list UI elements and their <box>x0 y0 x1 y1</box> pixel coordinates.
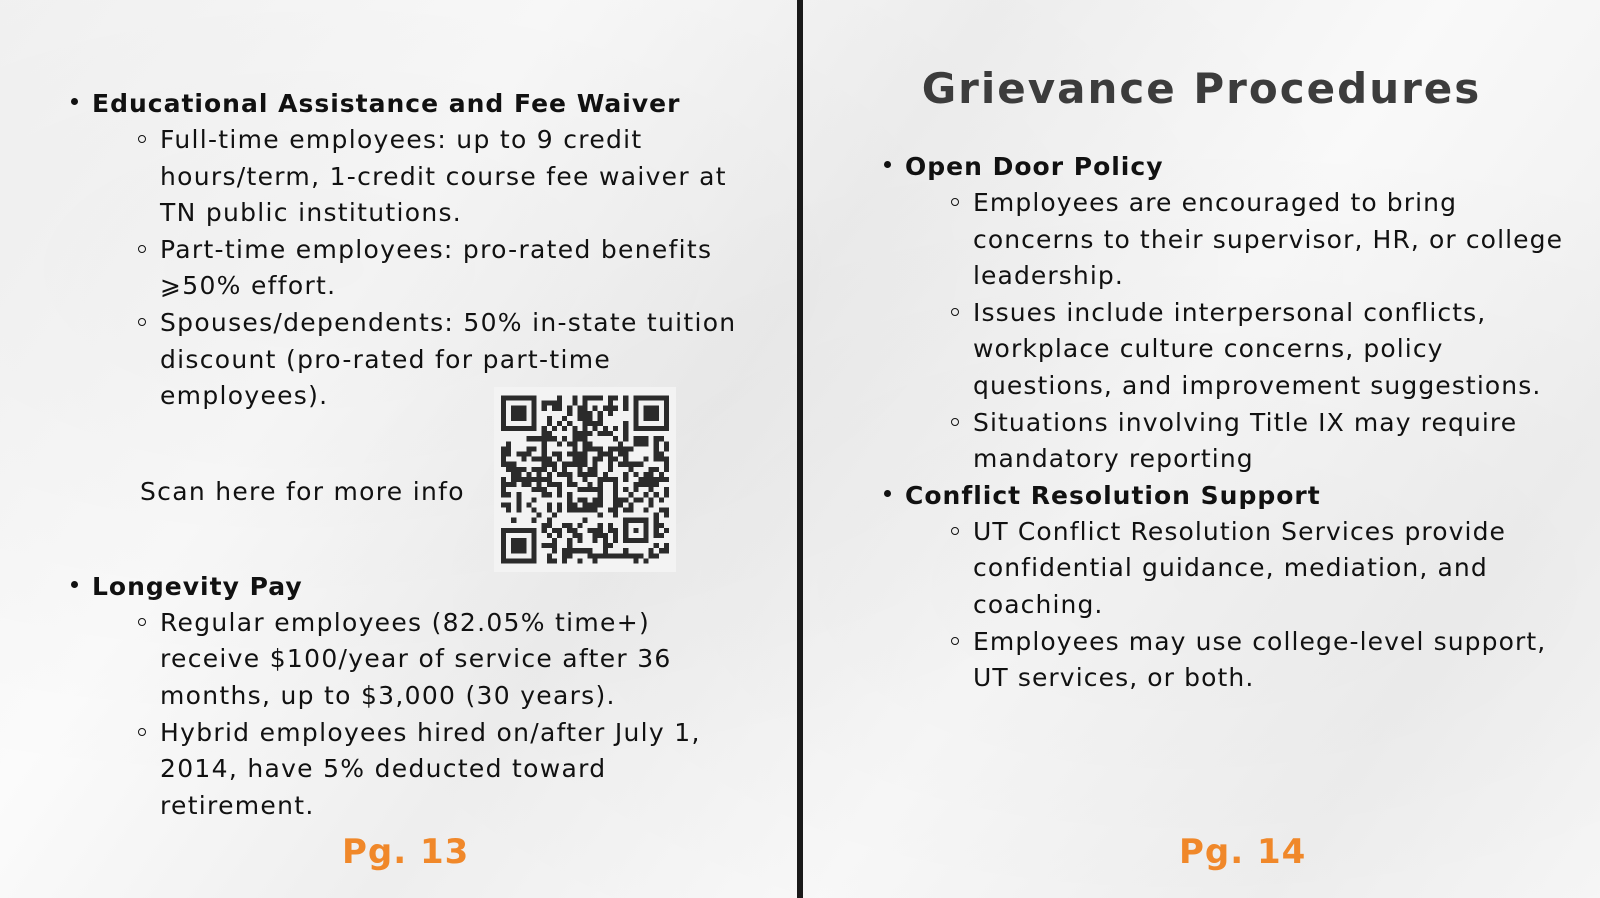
list-item: Employees may use college-level support, UT services, or both. <box>951 624 1581 697</box>
list-item: Issues include interpersonal conflicts, workplace culture concerns, policy questions, and improvement suggestions. <box>951 295 1581 405</box>
qr-code-graphic <box>501 394 669 565</box>
list-item: Hybrid employees hired on/after July 1, 2014, have 5% deducted toward retirement. <box>138 715 758 825</box>
section-heading: Conflict Resolution Support <box>905 480 1321 510</box>
section-educational-assistance <box>68 86 758 415</box>
list-item: Full-time employees: up to 9 credit hours/term, 1-credit course fee waiver at TN public institutions. <box>138 122 758 232</box>
section-heading: Open Door Policy <box>905 152 1164 181</box>
right-section-list <box>881 149 1581 697</box>
section-longevity-pay <box>68 569 758 825</box>
right-page <box>803 0 1600 898</box>
section-conflict-resolution <box>881 478 1581 697</box>
page-number: Pg. 13 <box>342 832 470 872</box>
scan-text: Scan here for more info <box>140 477 465 506</box>
page-number: Pg. 14 <box>1179 832 1307 872</box>
section-open-door-policy <box>881 149 1581 478</box>
list-item: Employees are encouraged to bring concerns to their supervisor, HR, or college leadership. <box>951 185 1581 295</box>
section-heading: Longevity Pay <box>92 571 303 601</box>
left-page <box>0 0 797 898</box>
list-item: Part-time employees: pro-rated benefits ⩾50% effort. <box>138 232 758 305</box>
list-item: Spouses/dependents: 50% in-state tuition discount (pro-rated for part-time employees). <box>138 305 758 415</box>
list-item: Regular employees (82.05% time+) receive $100/year of service after 36 months, up to $3,000 (30 years). <box>138 605 758 715</box>
list-item: UT Conflict Resolution Services provide confidential guidance, mediation, and coaching. <box>951 514 1581 624</box>
qr-code-icon[interactable] <box>494 387 676 572</box>
list-item: Situations involving Title IX may require mandatory reporting <box>951 405 1581 478</box>
page-title: Grievance Procedures <box>921 64 1482 113</box>
section-heading: Educational Assistance and Fee Waiver <box>92 89 681 118</box>
